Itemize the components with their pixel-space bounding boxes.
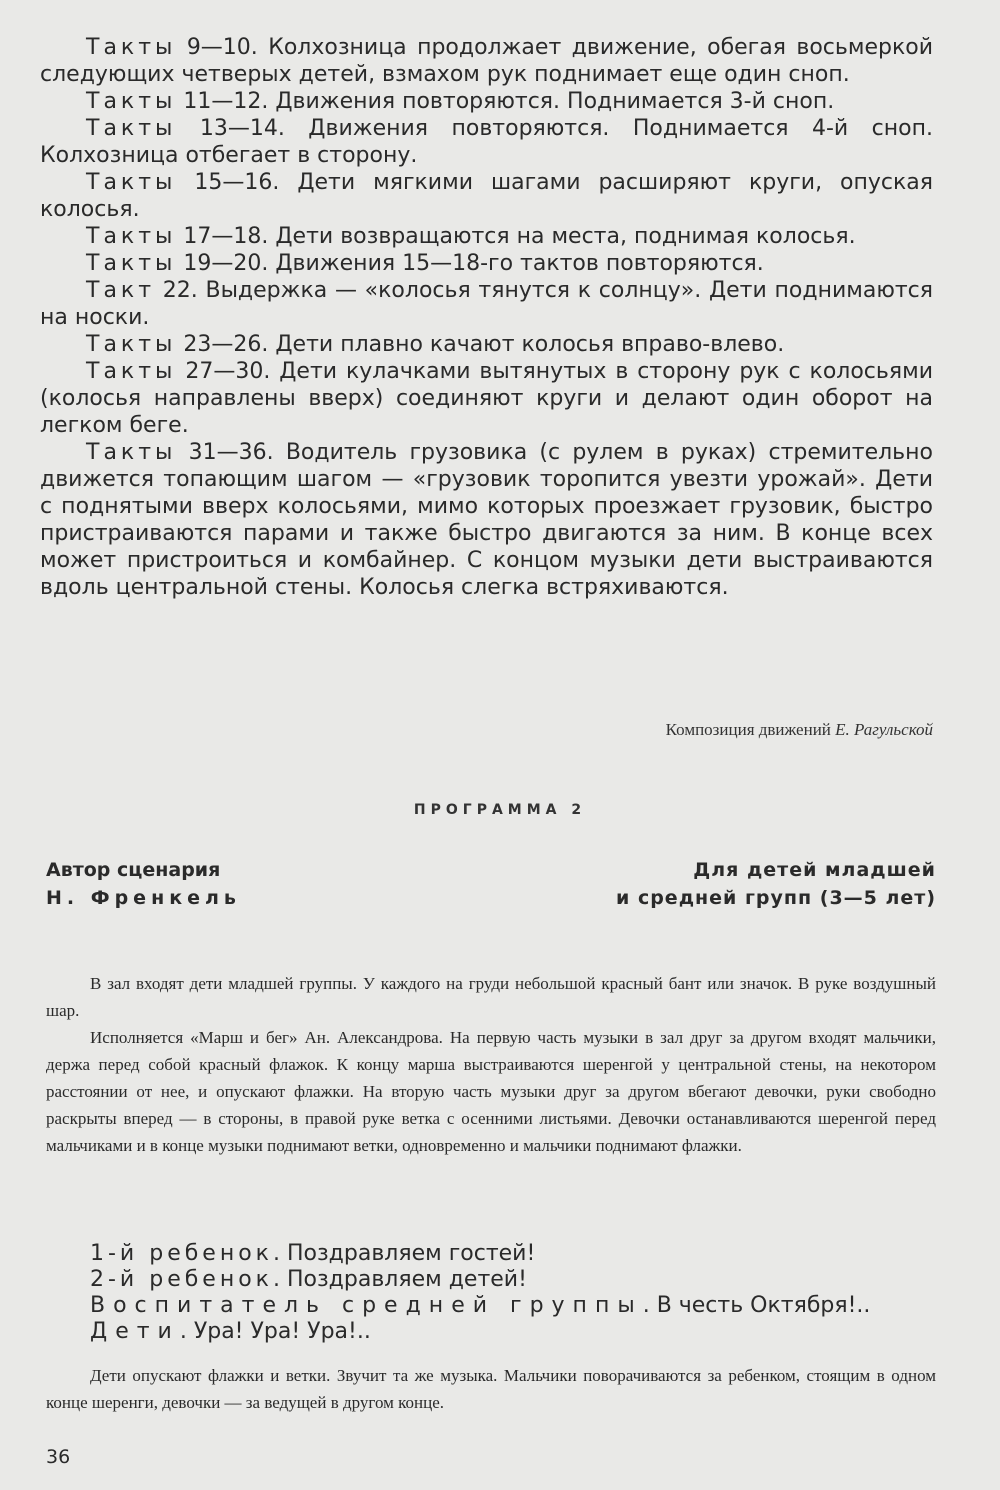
paragraph-text: 13—14. Движения повторяются. Поднимается 4-й сноп. Колхозница отбегает в сторону. bbox=[40, 116, 933, 168]
paragraph bbox=[40, 250, 933, 277]
paragraph-text: 17—18. Дети возвращаются на места, поднимая колосья. bbox=[176, 224, 856, 249]
paragraph-text: 27—30. Дети кулачками вытянутых в сторону рук с колосьями (колосья направлены вверх) соединяют круги и делают один оборот на легком беге. bbox=[40, 359, 933, 438]
line-text: . Поздравляем детей! bbox=[272, 1267, 527, 1292]
bar-label: Такт bbox=[86, 278, 156, 303]
speaker: 2-й ребенок bbox=[90, 1267, 273, 1292]
dance-steps-text bbox=[40, 34, 933, 601]
stage-direction-paragraph: Исполняется «Марш и бег» Ан. Александрова. На первую часть музыки в зал друг за другом входят мальчики, держа перед собой красный флажок. К концу марша выстраиваются шеренгой у центральной стены, на некотором расстоянии от нее, и опускают флажки. На вторую часть музыки друг за другом вбегают девочки, руки свободно раскрыты вперед — в стороны, в правой руке ветка с осенними листьями. Девочки останавливаются шеренгой перед мальчиками и в конце музыки поднимают ветки, одновременно и мальчики поднимают флажки. bbox=[46, 1028, 936, 1155]
bar-label: Такты bbox=[86, 251, 177, 276]
dialog-block bbox=[90, 1241, 936, 1345]
author-label: Автор сценария bbox=[46, 859, 221, 881]
speaker: 1-й ребенок bbox=[90, 1241, 273, 1266]
audience-line: Для детей младшей bbox=[693, 859, 936, 881]
script-author-block bbox=[46, 856, 241, 912]
bar-label: Такты bbox=[86, 35, 177, 60]
credit-author: Е. Рагульской bbox=[835, 720, 933, 739]
paragraph-text: 31—36. Водитель грузовика (с рулем в руках) стремительно движется топающим шагом — «грузовик торопится увезти урожай». Дети с поднятыми вверх колосьями, мимо которых проезжает грузовик, быстро пристраиваются парами и также быстро двигаются за ним. В конце всех может пристроиться и комбайнер. С концом музыки дети выстраиваются вдоль центральной стены. Колосья слегка встряхиваются. bbox=[40, 440, 933, 600]
line-text: . Ура! Ура! Ура!.. bbox=[179, 1319, 371, 1344]
credit-prefix: Композиция движений bbox=[665, 720, 831, 739]
paragraph bbox=[40, 331, 933, 358]
paragraph bbox=[40, 358, 933, 439]
bar-label: Такты bbox=[86, 224, 177, 249]
stage-directions bbox=[46, 970, 936, 1159]
paragraph bbox=[40, 439, 933, 601]
paragraph bbox=[40, 88, 933, 115]
bar-label: Такты bbox=[86, 359, 177, 384]
section-title: ПРОГРАММА 2 bbox=[413, 802, 587, 818]
dialog-line bbox=[90, 1319, 936, 1345]
dialog-line bbox=[90, 1241, 936, 1267]
closing-direction bbox=[46, 1362, 936, 1416]
paragraph bbox=[40, 169, 933, 223]
stage-direction-paragraph: Дети опускают флажки и ветки. Звучит та же музыка. Мальчики поворачиваются за ребенком, стоящим в одном конце шеренги, девочки — за ведущей в другом конце. bbox=[46, 1366, 936, 1412]
paragraph bbox=[40, 277, 933, 331]
paragraph-text: 11—12. Движения повторяются. Поднимается 3-й сноп. bbox=[176, 89, 835, 114]
page-number: 36 bbox=[46, 1446, 71, 1468]
line-text: . Поздравляем гостей! bbox=[272, 1241, 536, 1266]
audience-block bbox=[616, 856, 936, 912]
paragraph-text: 19—20. Движения 15—18-го тактов повторяются. bbox=[176, 251, 764, 276]
paragraph-text: 9—10. Колхозница продолжает движение, обегая восьмеркой следующих четверых детей, взмахом рук поднимает еще один сноп. bbox=[40, 35, 933, 87]
speaker: Дети bbox=[90, 1319, 180, 1344]
author-name: Н. Френкель bbox=[46, 887, 241, 909]
bar-label: Такты bbox=[86, 440, 177, 465]
bar-label: Такты bbox=[86, 170, 177, 195]
paragraph bbox=[40, 34, 933, 88]
paragraph-text: 22. Выдержка — «колосья тянутся к солнцу». Дети поднимаются на носки. bbox=[40, 278, 933, 330]
line-text: . В честь Октября!.. bbox=[642, 1293, 871, 1318]
paragraph bbox=[40, 115, 933, 169]
dialog-line bbox=[90, 1293, 936, 1319]
bar-label: Такты bbox=[86, 89, 177, 114]
choreography-credit bbox=[666, 720, 933, 740]
paragraph-text: 15—16. Дети мягкими шагами расширяют круги, опуская колосья. bbox=[40, 170, 933, 222]
speaker: Воспитатель средней группы bbox=[90, 1293, 643, 1318]
dialog-line bbox=[90, 1267, 936, 1293]
bar-label: Такты bbox=[86, 116, 177, 141]
bar-label: Такты bbox=[86, 332, 177, 357]
stage-direction-paragraph: В зал входят дети младшей группы. У каждого на груди небольшой красный бант или значок. В руке воздушный шар. bbox=[46, 974, 936, 1020]
audience-line: и средней групп (3—5 лет) bbox=[616, 887, 936, 909]
paragraph bbox=[40, 223, 933, 250]
paragraph-text: 23—26. Дети плавно качают колосья вправо-влево. bbox=[176, 332, 785, 357]
